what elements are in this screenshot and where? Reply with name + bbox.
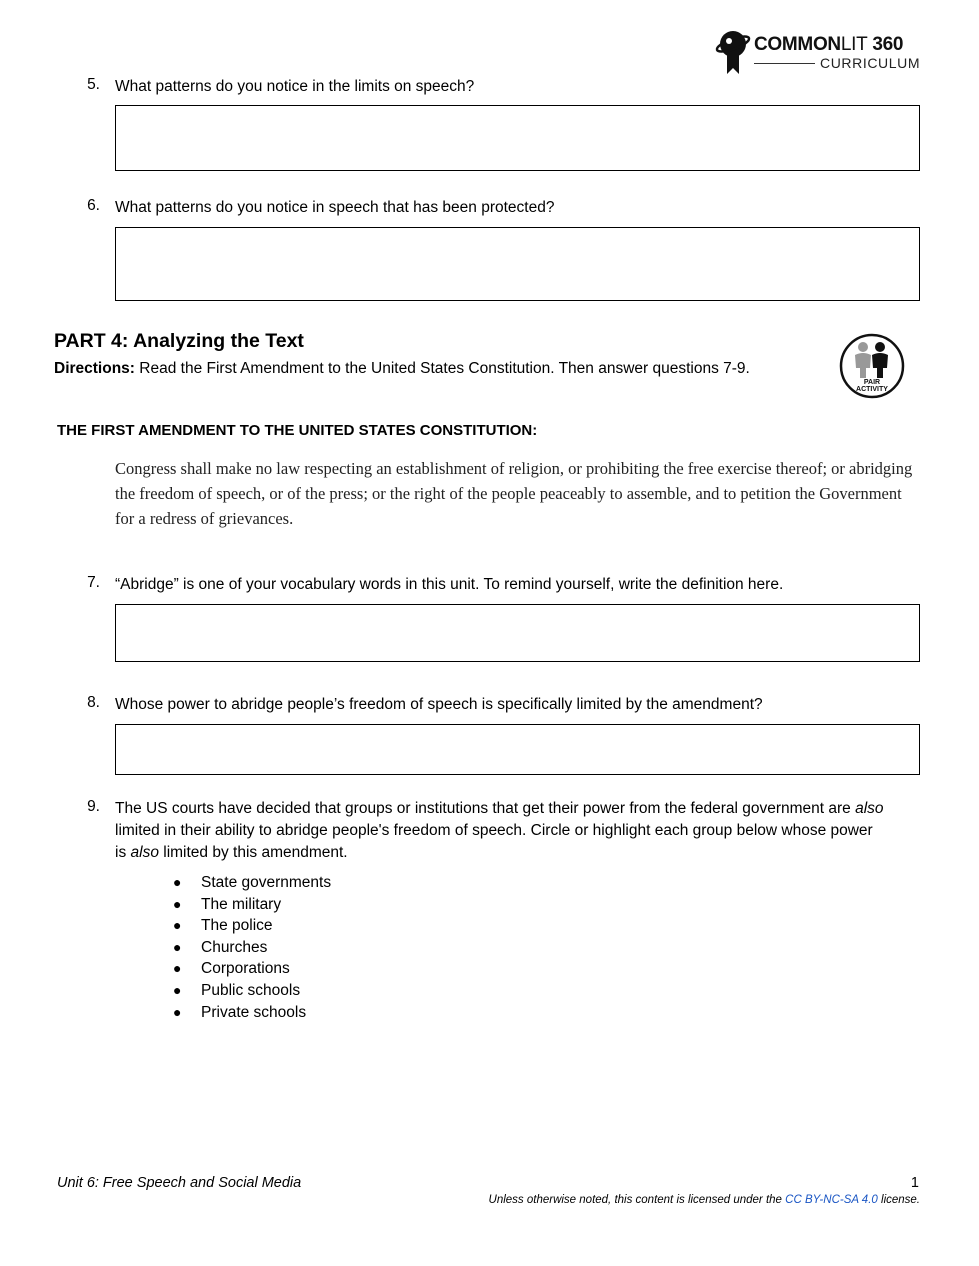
choice-item[interactable]: ● Public schools	[170, 980, 331, 1002]
logo-emblem-icon	[714, 28, 752, 76]
logo-wordmark: COMMONLIT 360	[754, 34, 904, 55]
group-choices-list	[170, 872, 331, 1023]
question-9-line-2: limited in their ability to abridge people's freedom of speech. Circle or highlight each group below whose power	[115, 822, 873, 839]
commonlit-logo	[714, 28, 924, 76]
directions-text: Read the First Amendment to the United States Constitution. Then answer questions 7-9.	[134, 360, 750, 377]
logo-rule	[754, 63, 815, 64]
bullet-icon: ●	[173, 874, 182, 890]
logo-subtitle: CURRICULUM	[820, 55, 921, 71]
amendment-line-1: Congress shall make no law respecting an establishment of religion, or prohibiting the free exercise thereof; or abridging	[115, 459, 913, 478]
choice-item[interactable]: ● The military	[170, 894, 331, 916]
bullet-icon: ●	[173, 938, 182, 955]
question-9-text	[115, 798, 925, 864]
bullet-icon: ●	[173, 917, 182, 934]
footer-unit-title: Unit 6: Free Speech and Social Media	[57, 1175, 302, 1191]
amendment-line-3: for a redress of grievances.	[115, 509, 294, 528]
question-8-number: 8.	[87, 694, 100, 711]
amendment-text	[115, 456, 920, 531]
badge-line-1: PAIR	[863, 379, 881, 386]
question-5-text: What patterns do you notice in the limits on speech?	[115, 78, 475, 95]
question-8-answer-box[interactable]	[115, 724, 920, 775]
badge-line-2: ACTIVITY	[856, 386, 888, 393]
choice-item[interactable]: ● State governments	[170, 872, 331, 894]
question-7-answer-box[interactable]	[115, 604, 920, 662]
bullet-icon: ●	[173, 981, 182, 998]
question-5-number: 5.	[87, 76, 100, 93]
footer-license: Unless otherwise noted, this content is licensed under the CC BY-NC-SA 4.0 license.	[488, 1194, 920, 1206]
license-link[interactable]: CC BY-NC-SA 4.0	[785, 1194, 878, 1206]
bullet-icon: ●	[173, 895, 182, 912]
question-7-number: 7.	[87, 574, 100, 591]
footer-page-number: 1	[910, 1175, 919, 1191]
pair-activity-badge	[839, 333, 905, 399]
question-6-answer-box[interactable]	[115, 227, 920, 301]
pair-activity-icon	[839, 333, 905, 399]
amendment-heading: THE FIRST AMENDMENT TO THE UNITED STATES CONSTITUTION:	[57, 422, 538, 439]
choice-item[interactable]: ● Corporations	[170, 958, 331, 980]
question-8-text: Whose power to abridge people’s freedom of speech is specifically limited by the amendment?	[115, 696, 763, 713]
question-7-text: “Abridge” is one of your vocabulary words in this unit. To remind yourself, write the definition here.	[115, 576, 784, 593]
question-5-answer-box[interactable]	[115, 105, 920, 171]
question-9-line-3: is also limited by this amendment.	[115, 844, 348, 861]
question-6-number: 6.	[87, 197, 100, 214]
part-4-title: PART 4: Analyzing the Text	[54, 330, 304, 352]
amendment-line-2: the freedom of speech, or of the press; or the right of the people peaceably to assemble, and to petition the Government	[115, 484, 902, 503]
choice-item[interactable]: ● The police	[170, 915, 331, 937]
bullet-icon: ●	[173, 1003, 182, 1020]
question-6-text: What patterns do you notice in speech that has been protected?	[115, 199, 555, 216]
part-4-directions	[54, 360, 750, 378]
question-9-line-1: The US courts have decided that groups or institutions that get their power from the federal government are also	[115, 800, 884, 817]
question-9-number: 9.	[87, 798, 100, 815]
choice-item[interactable]: ● Churches	[170, 937, 331, 959]
choice-item[interactable]: ● Private schools	[170, 1002, 331, 1024]
directions-label: Directions:	[54, 360, 135, 377]
bullet-icon: ●	[173, 960, 182, 977]
